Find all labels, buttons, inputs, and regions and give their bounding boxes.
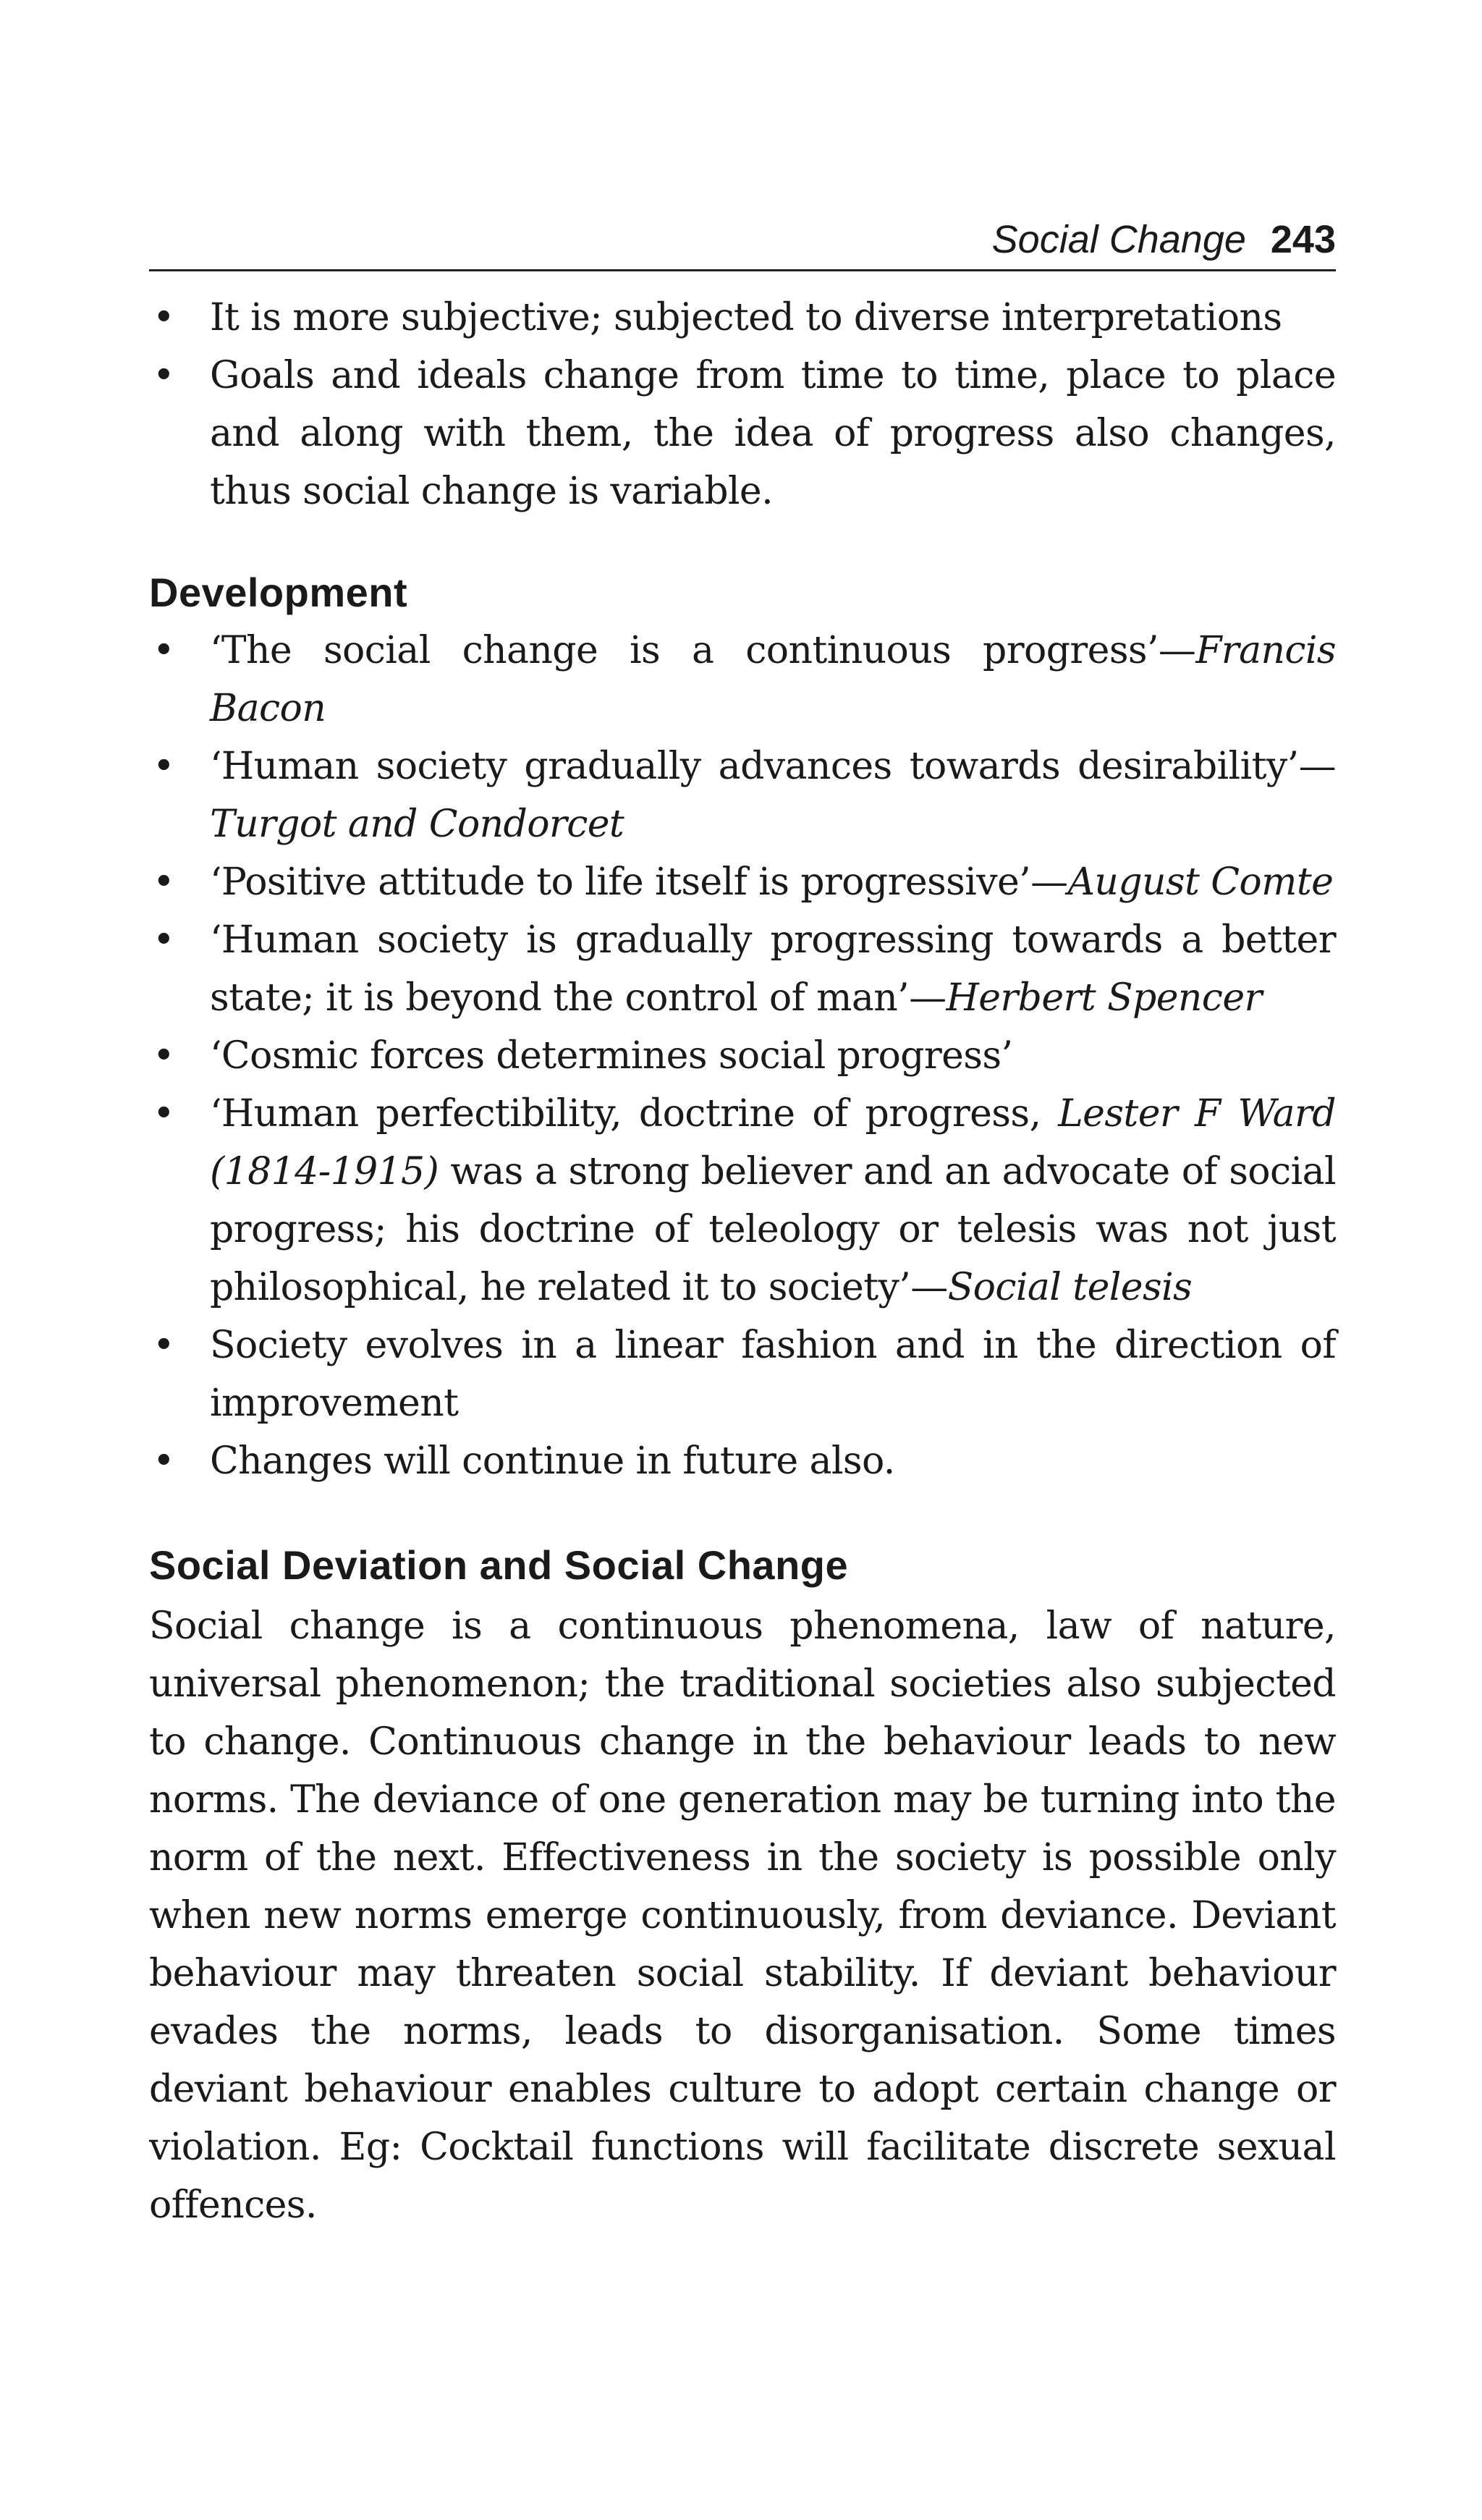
list-item-text: Changes will continue in future also. — [210, 1439, 895, 1483]
bullet-icon: • — [152, 1034, 175, 1078]
list-item-text: It is more subjective; subjected to diverse interpretations — [210, 296, 1282, 339]
development-heading: Development — [149, 570, 408, 615]
list-item — [149, 289, 1336, 347]
bullet-icon: • — [152, 354, 175, 397]
list-item — [149, 1316, 1336, 1432]
list-item-text: Society evolves in a linear fashion and in the direction of improvement — [210, 1324, 1336, 1425]
list-item — [149, 622, 1336, 737]
bullet-icon: • — [152, 1324, 175, 1367]
list-item — [149, 911, 1336, 1027]
list-item — [149, 853, 1336, 911]
development-bullet-list — [149, 622, 1336, 1490]
list-item — [149, 737, 1336, 853]
bullet-icon: • — [152, 1092, 175, 1136]
social-deviation-heading: Social Deviation and Social Change — [149, 1542, 849, 1588]
quote-text: ‘Positive attitude to life itself is progressive’— — [210, 861, 1068, 904]
list-item — [149, 1085, 1336, 1316]
quote-person: Lester F Ward (1814-1915) — [210, 1092, 1336, 1193]
list-item — [149, 1027, 1336, 1085]
quote-text: ‘Human perfectibility, doctrine of progress, — [210, 1092, 1059, 1136]
bullet-icon: • — [152, 918, 175, 962]
running-header — [149, 210, 1336, 271]
list-item — [149, 1432, 1336, 1490]
page-body — [149, 289, 1336, 2234]
intro-bullet-list — [149, 289, 1336, 520]
chapter-title: Social Change — [991, 218, 1246, 261]
social-deviation-paragraph: Social change is a continuous phenomena, law of nature, universal phenomenon; the traditional societies also subjected to change. Continuous change in the behaviour leads to new norms. The deviance of one generation may be turning into the norm of the next. Effectiveness in the society is possible only when new norms emerge continuously, from deviance. Deviant behaviour may threaten social stability. If deviant behaviour evades the norms, leads to disorganisation. Some times deviant behaviour enables culture to adopt certain change or violation. Eg: Cocktail functions will facilitate discrete sexual offences. — [149, 1604, 1336, 2227]
quote-attribution: Francis Bacon — [210, 629, 1336, 730]
quote-attribution: Turgot and Condorcet — [210, 803, 624, 846]
bullet-icon: • — [152, 629, 175, 672]
page-number: 243 — [1270, 218, 1336, 261]
bullet-icon: • — [152, 296, 175, 339]
list-item-text: Goals and ideals change from time to time, place to place and along with them, the idea of progress also changes, thus social change is variable. — [210, 354, 1336, 513]
quote-attribution: Herbert Spencer — [946, 976, 1262, 1020]
quote-attribution: August Comte — [1067, 861, 1334, 904]
bullet-icon: • — [152, 1439, 175, 1483]
bullet-icon: • — [152, 745, 175, 788]
quote-text: ‘The social change is a continuous progress’— — [210, 629, 1196, 672]
quote-text: ‘Human society is gradually progressing towards a better state; it is beyond the control of man’— — [210, 918, 1336, 1020]
quote-attribution: Social telesis — [947, 1266, 1193, 1309]
quote-text: ‘Cosmic forces determines social progress’ — [210, 1034, 1013, 1078]
quote-text-continued: was a strong believer and an advocate of social progress; his doctrine of teleology or telesis was not just philosophical, he related it to society’— — [210, 1150, 1336, 1309]
bullet-icon: • — [152, 861, 175, 904]
list-item — [149, 347, 1336, 520]
quote-text: ‘Human society gradually advances towards desirability’— — [210, 745, 1336, 788]
book-page — [149, 210, 1336, 2234]
